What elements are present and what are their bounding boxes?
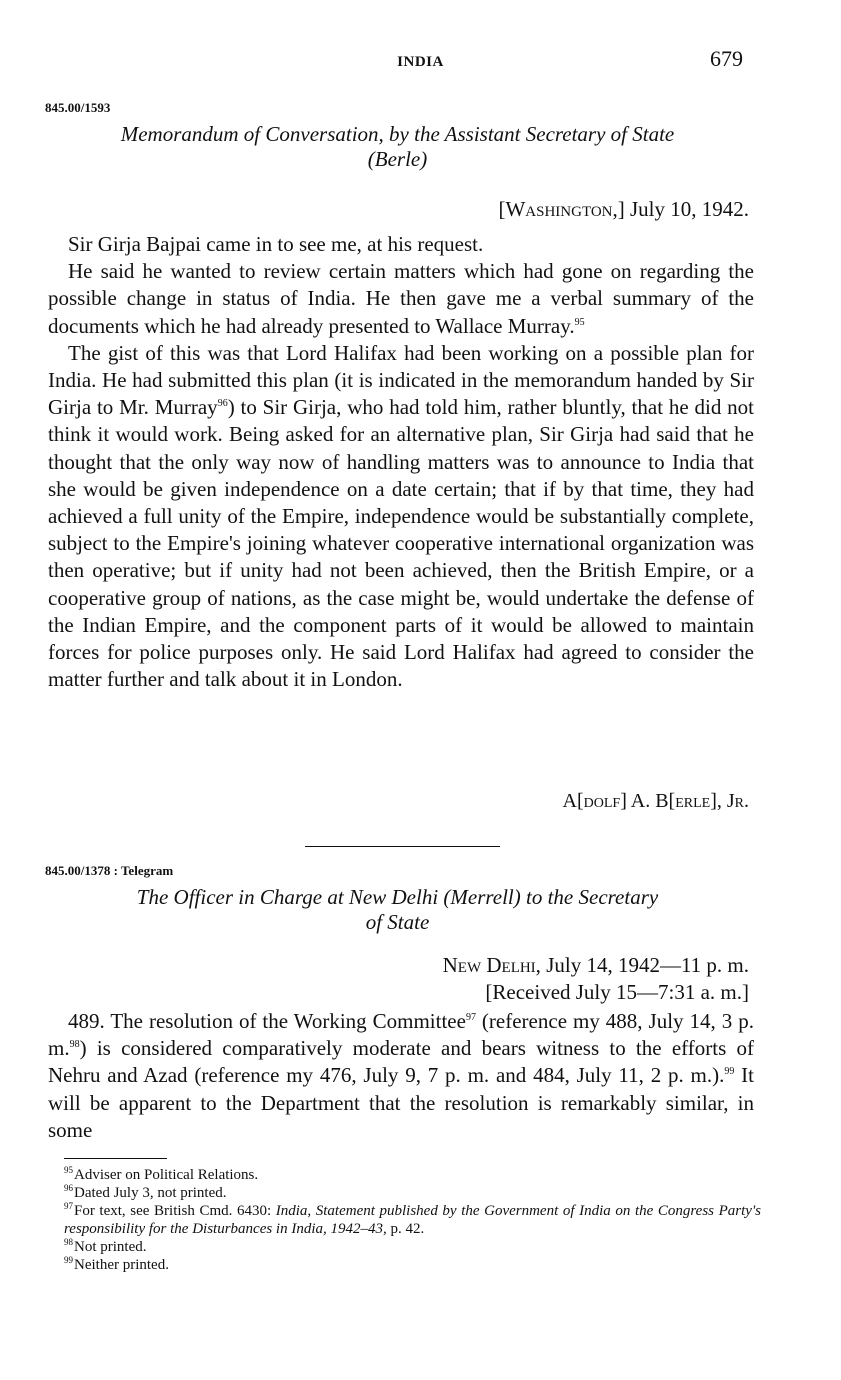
doc1-title-line1: Memorandum of Conversation, by the Assistant Secretary of State [120,122,675,146]
dateline-place: Washington, [505,197,618,221]
sig-part: A[ [562,790,584,812]
doc1-dateline [498,196,749,223]
footnotes [64,1166,761,1274]
footnote-text: Neither printed. [74,1257,169,1273]
sig-part: ] A. B[ [620,790,676,812]
footnote-ref-95: 95 [574,316,585,328]
doc2-title-line1: The Officer in Charge at New Delhi (Merrell) to the Secretary [136,885,659,909]
footnote-number: 97 [64,1201,73,1211]
footnote-number: 95 [64,1165,73,1175]
sig-part: erle [675,790,711,812]
footnote-text: p. 42. [386,1221,425,1237]
footnote-rule [64,1158,167,1159]
footnote-title: India, Statement published by the Government of India on the Congress Party's responsibility for the Disturbances in India, 1942–43, [64,1203,761,1237]
paragraph-text: It will be apparent to the Department that the resolution is remarkably similar, in some [48,1063,754,1142]
footnote-number: 99 [64,1255,73,1265]
footnote-text: Not printed. [74,1239,147,1255]
doc2-title [45,885,750,935]
dateline-place: New Delhi, [442,953,541,977]
page-number: 679 [710,46,743,71]
footnote-ref-97: 97 [465,1012,476,1023]
doc1-file-reference: 845.00/1593 [45,100,111,115]
sig-part: r [734,790,744,812]
doc1-paragraph-2 [48,258,754,340]
footnote-number: 96 [64,1183,73,1193]
paragraph-text: 489. The resolution of the Working Committee [68,1009,466,1033]
doc1-title [45,122,750,172]
running-title: INDIA [397,54,444,70]
sig-part: dolf [583,790,621,812]
footnote-96 [64,1184,761,1202]
footnote-ref-96: 96 [217,398,228,410]
dateline-bracket: [ [498,197,506,221]
paragraph-text: He said he wanted to review certain matters which had gone on regarding the possible change in status of India. He then gave me a verbal summary of the documents which he had already presented to Wallace Murray. [48,259,754,338]
paragraph-text: The gist of this was that Lord Halifax had been working on a possible plan for India. He had submitted this plan (it is indicated in the memorandum handed by Sir Girja to Mr. Murray [48,340,754,420]
doc1-paragraph-3 [48,340,754,694]
section-divider [305,846,500,847]
dateline-date: July 14, 1942—11 p. m. [540,953,749,977]
sig-part: . [744,790,749,812]
footnote-ref-98: 98 [69,1039,80,1051]
paragraph-text: ) is considered comparatively moderate and bears witness to the efforts of Nehru and Azad (reference my 476, July 9, 7 p. m. and 484, July 11, 2 p. m.). [48,1036,754,1088]
sig-part: ], J [710,790,735,812]
doc2-file-reference: 845.00/1378 : Telegram [45,863,174,878]
doc1-body [48,231,754,693]
doc1-title-line2: (Berle) [367,147,428,171]
paragraph-text: ) to Sir Girja, who had told him, rather bluntly, that he did not think it would work. Being asked for an alternative plan, Sir Girja had said that he thought that the only way now of handling matters was to announce to India that she would be given independence on a date certain; that if by that time, they had achieved a full unity of the Empire, independence would be substantially complete, subject to the Empire's joining whatever cooperative international organization was then operative; but if unity had not been achieved, then the British Empire, or a cooperative group of nations, as the case might be, would undertake the defense of the Indian Empire, and the component parts of it would be allowed to maintain forces for police purposes only. He said Lord Halifax had agreed to consider the matter further and talk about it in London. [48,395,754,692]
footnote-95 [64,1166,761,1184]
doc2-body [48,1008,754,1144]
paragraph-text: (reference my 488, July 14, 3 p. m. [48,1009,754,1061]
footnote-ref-99: 99 [724,1066,735,1078]
paragraph-text: Sir Girja Bajpai came in to see me, at his request. [68,232,484,256]
footnote-99 [64,1256,761,1274]
footnote-number: 98 [64,1237,73,1247]
received-line: [Received July 15—7:31 a. m.] [485,980,749,1004]
doc2-paragraph-1 [48,1008,754,1144]
footnote-text: Dated July 3, not printed. [74,1185,227,1201]
running-header [0,46,841,76]
footnote-text: For text, see British Cmd. 6430: [74,1203,276,1219]
dateline-date: ] July 10, 1942. [617,197,749,221]
doc2-dateline [443,952,749,1006]
doc2-title-line2: of State [365,910,430,934]
footnote-98 [64,1238,761,1256]
footnote-text: Adviser on Political Relations. [74,1167,259,1183]
doc1-signature [563,790,749,813]
footnote-97 [64,1202,761,1238]
doc1-paragraph-1 [48,231,754,258]
